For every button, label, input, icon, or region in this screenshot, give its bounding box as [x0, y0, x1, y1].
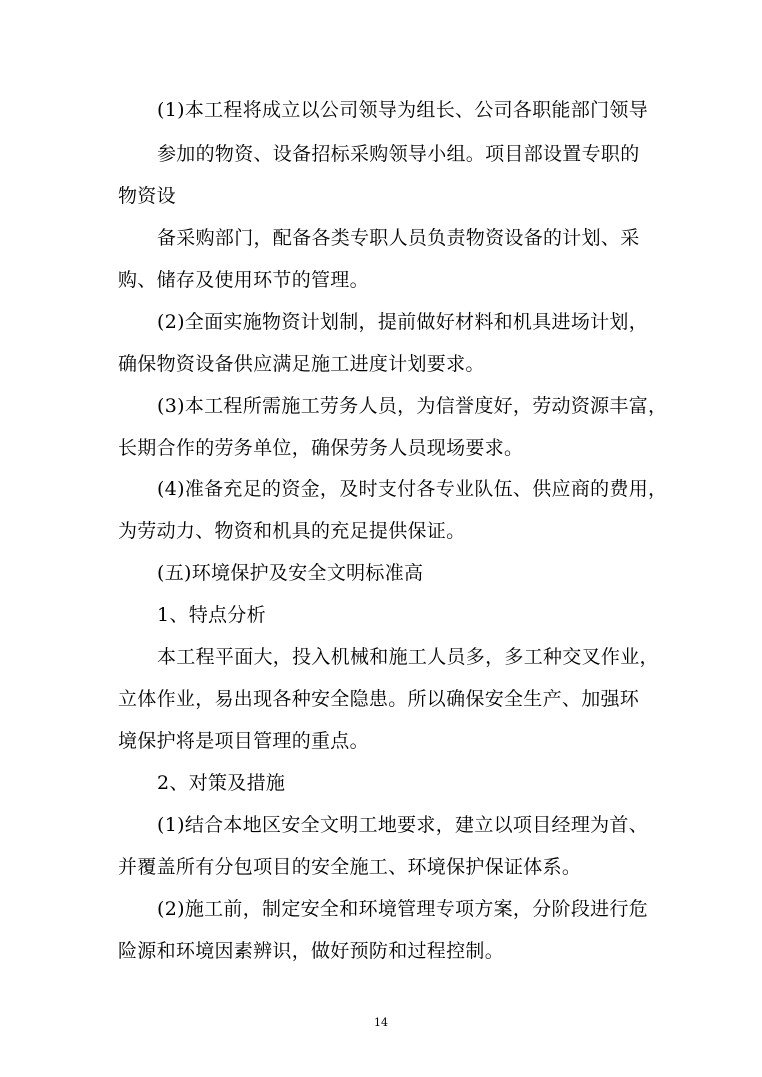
text-line: (1)本工程将成立以公司领导为组长、公司各职能部门领导 — [157, 99, 649, 121]
text-line: (1)结合本地区安全文明工地要求，建立以项目经理为首、 — [157, 814, 649, 836]
subsection-heading: 1、特点分析 — [157, 604, 266, 626]
text-line: 参加的物资、设备招标采购领导小组。项目部设置专职的 — [157, 143, 640, 165]
page-number: 14 — [374, 1016, 388, 1029]
text-line: 本工程平面大，投入机械和施工人员多，多工种交叉作业， — [157, 646, 659, 668]
text-line: (2)全面实施物资计划制，提前做好材料和机具进场计划， — [157, 311, 649, 333]
text-line: (4)准备充足的资金，及时支付各专业队伍、供应商的费用， — [157, 478, 668, 500]
text-line: (2)施工前，制定安全和环境管理专项方案，分阶段进行危 — [157, 898, 649, 920]
text-line: 境保护将是项目管理的重点。 — [118, 730, 369, 752]
text-line: 立体作业，易出现各种安全隐患。所以确保安全生产、加强环 — [118, 688, 640, 710]
text-line: 备采购部门，配备各类专职人员负责物资设备的计划、采 — [157, 227, 640, 249]
text-line: 购、储存及使用环节的管理。 — [118, 269, 369, 291]
text-line: 险源和环境因素辨识，做好预防和过程控制。 — [118, 940, 505, 962]
text-line: 并覆盖所有分包项目的安全施工、环境保护保证体系。 — [118, 856, 582, 878]
text-line: 确保物资设备供应满足施工进度计划要求。 — [118, 353, 485, 375]
section-heading: (五)环境保护及安全文明标准高 — [157, 562, 424, 584]
text-line: (3)本工程所需施工劳务人员，为信誉度好，劳动资源丰富， — [157, 395, 668, 417]
text-line: 物资设 — [118, 185, 176, 207]
text-line: 长期合作的劳务单位，确保劳务人员现场要求。 — [118, 437, 524, 459]
text-line: 为劳动力、物资和机具的充足提供保证。 — [118, 520, 466, 542]
subsection-heading: 2、对策及措施 — [157, 772, 286, 794]
